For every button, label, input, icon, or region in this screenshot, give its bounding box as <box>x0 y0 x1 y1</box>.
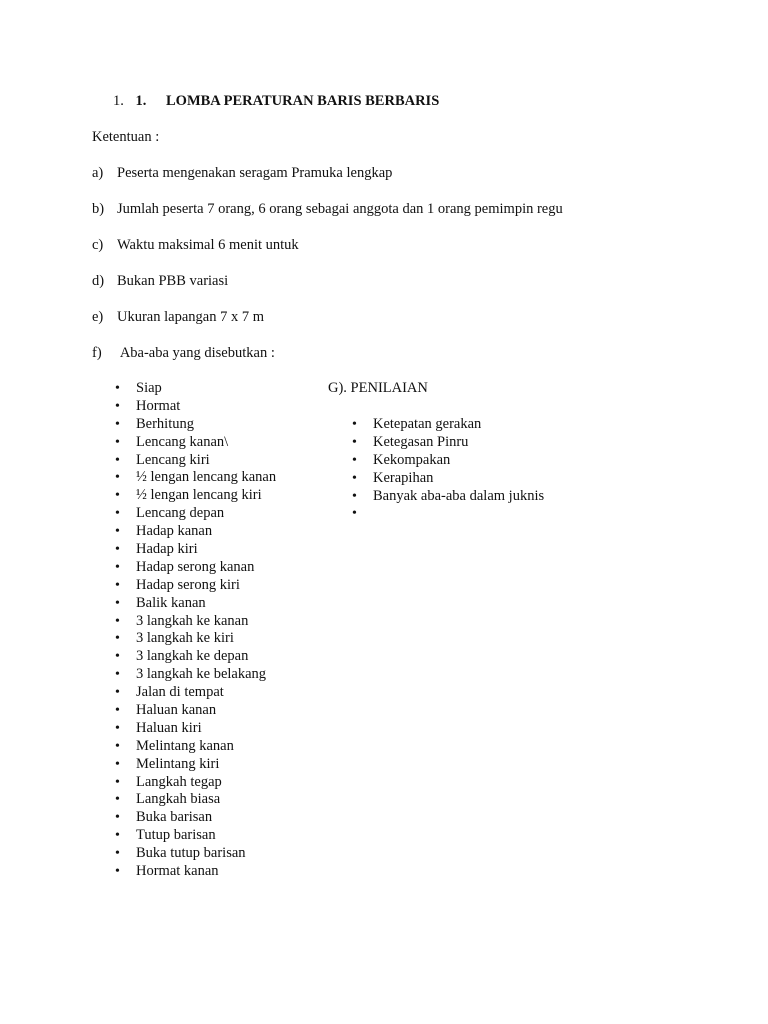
bullet-icon: • <box>352 506 357 522</box>
heading-title: LOMBA PERATURAN BARIS BERBARIS <box>166 93 440 109</box>
bullet-icon: • <box>115 416 120 432</box>
bullet-icon: • <box>115 649 120 665</box>
list-item-text: Balik kanan <box>136 594 206 611</box>
list-item <box>115 487 276 505</box>
list-item <box>115 666 276 684</box>
list-item <box>115 523 276 541</box>
list-item <box>352 505 544 523</box>
rule-marker: b) <box>92 201 105 217</box>
bullet-icon: • <box>352 452 357 468</box>
section-heading <box>113 93 439 110</box>
list-item-text: Haluan kiri <box>136 719 202 736</box>
rule-text: Peserta mengenakan seragam Pramuka lengkap <box>117 165 393 181</box>
list-item <box>115 380 276 398</box>
bullet-icon: • <box>115 846 120 862</box>
bullet-icon: • <box>115 434 120 450</box>
bullet-icon: • <box>115 631 120 647</box>
bullet-icon: • <box>352 417 357 432</box>
list-item-text: Tutup barisan <box>136 827 216 844</box>
rule-marker: c) <box>92 237 104 253</box>
bullet-icon: • <box>115 774 120 790</box>
penilaian-title: G). PENILAIAN <box>328 380 428 396</box>
list-item-text: Buka tutup barisan <box>136 845 246 862</box>
list-item-text: Lencang kanan\ <box>136 433 229 450</box>
rule-a <box>92 165 392 182</box>
bullet-icon: • <box>115 506 120 522</box>
rule-text: Aba-aba yang disebutkan : <box>117 345 275 361</box>
bullet-icon: • <box>115 559 120 575</box>
list-item <box>115 845 276 863</box>
list-item-text: Langkah tegap <box>136 773 222 790</box>
list-item-text: Hadap serong kiri <box>136 576 240 593</box>
list-item <box>352 487 545 506</box>
list-item-text: Banyak aba-aba dalam juknis <box>373 487 545 504</box>
list-item-text: Lencang kiri <box>136 451 210 468</box>
list-item <box>352 416 544 434</box>
list-item-text: 3 langkah ke kanan <box>136 612 249 629</box>
list-item <box>352 451 544 470</box>
list-item-text: 3 langkah ke depan <box>136 648 249 665</box>
list-item <box>115 541 276 559</box>
list-item-text: Lencang depan <box>136 505 225 522</box>
list-item-text: 3 langkah ke kiri <box>136 630 234 647</box>
bullet-icon: • <box>115 756 120 772</box>
list-item-text: Ketegasan Pinru <box>373 433 469 450</box>
list-item <box>115 594 276 613</box>
list-item-text: Siap <box>136 380 162 396</box>
bullet-icon: • <box>115 577 120 593</box>
bullet-icon: • <box>115 703 120 719</box>
list-item <box>115 612 276 631</box>
bullet-icon: • <box>115 738 120 754</box>
list-item <box>115 648 276 666</box>
list-item <box>115 773 276 792</box>
list-item <box>115 558 276 577</box>
penilaian-list <box>352 416 545 523</box>
list-item <box>115 755 276 774</box>
bullet-icon: • <box>115 488 120 504</box>
list-item <box>115 684 276 702</box>
bullet-icon: • <box>352 470 357 486</box>
list-item <box>115 433 276 452</box>
bullet-icon: • <box>115 398 120 414</box>
list-item <box>115 702 276 720</box>
bullet-icon: • <box>115 667 120 683</box>
list-item-text: Melintang kiri <box>136 755 220 772</box>
list-item <box>115 827 276 845</box>
list-item-text: Hadap serong kanan <box>136 558 255 575</box>
list-item <box>352 469 544 488</box>
list-item-text: Hormat kanan <box>136 863 219 880</box>
commands-list <box>115 380 277 881</box>
rule-text: Jumlah peserta 7 orang, 6 orang sebagai anggota dan 1 orang pemimpin regu <box>117 201 563 217</box>
bullet-icon: • <box>115 810 120 826</box>
list-item-text: Melintang kanan <box>136 737 234 754</box>
rule-marker: e) <box>92 309 104 325</box>
bullet-icon: • <box>115 720 120 736</box>
list-item <box>115 576 276 595</box>
bullet-icon: • <box>352 488 357 504</box>
ketentuan-label: Ketentuan : <box>92 129 160 145</box>
heading-inner-number: 1. <box>135 93 147 109</box>
bullet-icon: • <box>115 613 120 629</box>
list-item-text: ½ lengan lencang kiri <box>136 487 262 504</box>
list-item-text: Haluan kanan <box>136 702 217 719</box>
list-item-text: Ketepatan gerakan <box>373 416 482 432</box>
bullet-icon: • <box>352 434 357 450</box>
rule-b <box>92 201 563 218</box>
rule-d <box>92 273 228 290</box>
list-item <box>115 809 276 827</box>
bullet-icon: • <box>115 381 120 396</box>
list-item-text: Hormat <box>136 397 181 414</box>
rule-marker: f) <box>92 345 102 361</box>
bullet-icon: • <box>115 595 120 611</box>
rule-text: Waktu maksimal 6 menit untuk <box>117 237 299 253</box>
list-item-text: Buka barisan <box>136 809 213 826</box>
bullet-icon: • <box>115 828 120 844</box>
bullet-icon: • <box>115 452 120 468</box>
bullet-icon: • <box>115 685 120 701</box>
list-item-text: Hadap kanan <box>136 523 213 540</box>
rule-text: Bukan PBB variasi <box>117 273 229 289</box>
list-item-text: Langkah biasa <box>136 791 221 808</box>
heading-outer-number: 1. <box>113 93 124 109</box>
list-item-text: 3 langkah ke belakang <box>136 666 267 683</box>
list-item-text: ½ lengan lencang kanan <box>136 469 277 486</box>
list-item <box>115 630 276 648</box>
rule-marker: d) <box>92 273 105 289</box>
list-item <box>115 505 276 523</box>
list-item-text: Hadap kiri <box>136 541 198 558</box>
list-item-text: Kekompakan <box>373 451 451 468</box>
rule-c <box>92 237 299 254</box>
list-item <box>115 469 277 487</box>
list-item <box>115 719 276 738</box>
list-item <box>352 433 544 452</box>
list-item <box>115 863 276 881</box>
list-item-text: Kerapihan <box>373 469 434 486</box>
bullet-icon: • <box>115 542 120 558</box>
bullet-icon: • <box>115 524 120 540</box>
list-item <box>115 451 276 470</box>
bullet-icon: • <box>115 470 120 486</box>
list-item <box>115 737 276 756</box>
list-item <box>115 397 276 416</box>
list-item <box>115 791 276 809</box>
rule-e <box>92 309 264 326</box>
rule-f <box>92 345 275 362</box>
rule-text: Ukuran lapangan 7 x 7 m <box>117 309 264 325</box>
bullet-icon: • <box>115 792 120 808</box>
list-item-text: Jalan di tempat <box>136 684 224 701</box>
bullet-icon: • <box>115 864 120 880</box>
list-item <box>115 415 276 434</box>
list-item-text: Berhitung <box>136 415 194 432</box>
rule-marker: a) <box>92 165 104 181</box>
